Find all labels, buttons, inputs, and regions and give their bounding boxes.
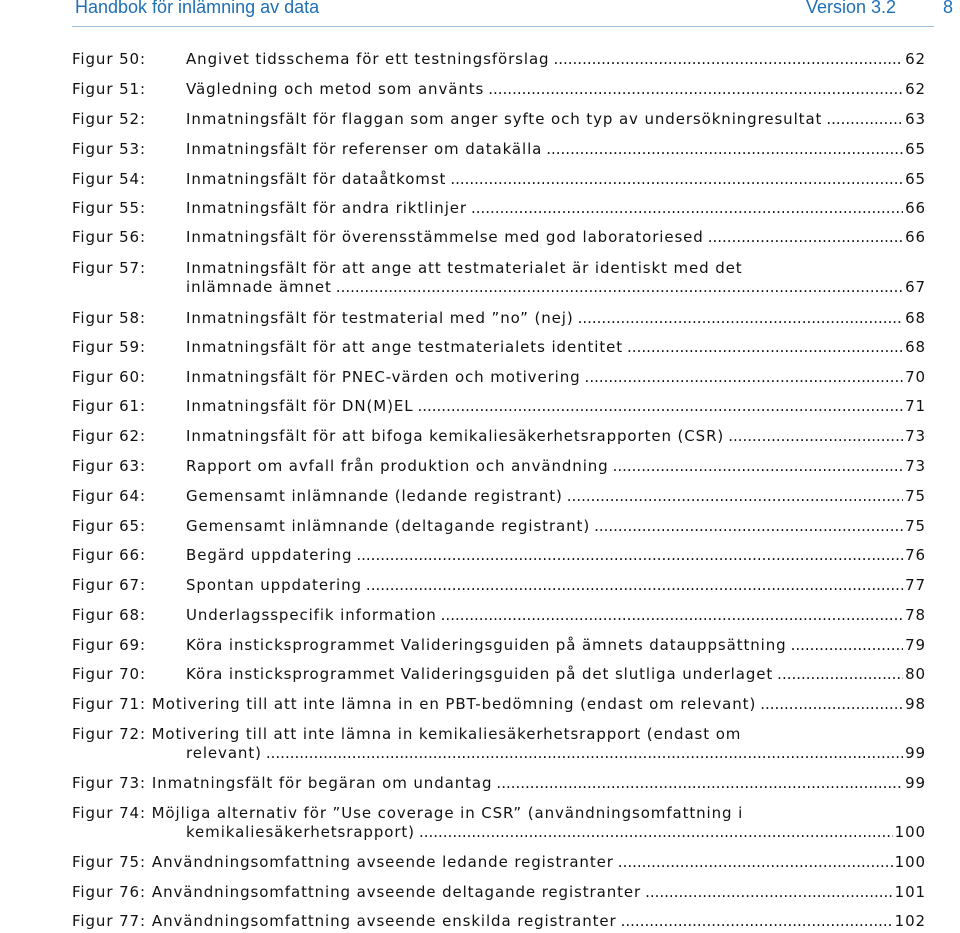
figure-title-line-1: Motivering till att inte lämna in kemikaliesäkerhetsrapport (endast om — [151, 725, 742, 743]
toc-entry[interactable] — [72, 397, 926, 416]
figure-page: 78 — [905, 606, 926, 624]
figure-title: Inmatningsfält för referenser om datakälla — [186, 140, 543, 158]
figure-title: Inmatningsfält för DN(M)EL — [186, 397, 414, 415]
dot-leader — [791, 636, 904, 655]
toc-entry[interactable] — [72, 259, 926, 297]
figure-page: 100 — [894, 853, 926, 871]
figure-number: Figur 66: — [72, 546, 146, 564]
figure-page: 101 — [894, 883, 926, 901]
toc-entry[interactable] — [72, 665, 926, 684]
dot-leader — [336, 278, 903, 297]
dot-leader — [553, 50, 903, 69]
dot-leader — [441, 606, 903, 625]
figure-title: Inmatningsfält för begäran om undantag — [151, 774, 493, 792]
document-title: Handbok för inlämning av data — [75, 0, 320, 17]
dot-leader — [266, 744, 903, 763]
dot-leader — [594, 517, 903, 536]
figure-title: Inmatningsfält för andra riktlinjer — [186, 199, 467, 217]
toc-entry[interactable] — [72, 50, 926, 69]
toc-entry[interactable] — [72, 606, 926, 625]
figure-number: Figur 54: — [72, 170, 146, 188]
figure-title: Inmatningsfält för flaggan som anger syfte och typ av undersökningresultat — [186, 110, 823, 128]
figure-title-line-2: inlämnade ämnet — [186, 278, 332, 296]
figure-page: 98 — [905, 695, 926, 713]
figure-number: Figur 63: — [72, 457, 146, 475]
figure-number: Figur 61: — [72, 397, 146, 415]
figure-title: Motivering till att inte lämna in en PBT-bedömning (endast om relevant) — [151, 695, 757, 713]
dot-leader — [366, 576, 903, 595]
dot-leader — [613, 457, 904, 476]
dot-leader — [760, 695, 903, 714]
figure-page: 68 — [905, 338, 926, 356]
figure-page: 71 — [905, 397, 926, 415]
toc-entry[interactable] — [72, 883, 926, 902]
page-number: 8 — [943, 0, 954, 17]
dot-leader — [496, 774, 903, 793]
figure-page: 67 — [905, 278, 926, 296]
figure-title: Begärd uppdatering — [186, 546, 353, 564]
figure-number: Figur 56: — [72, 228, 146, 246]
figure-page: 62 — [905, 80, 926, 98]
figure-page: 102 — [894, 912, 926, 930]
figure-page: 62 — [905, 50, 926, 68]
dot-leader — [419, 823, 893, 842]
figure-title: Gemensamt inlämnande (deltagande registrant) — [186, 517, 591, 535]
figure-page: 70 — [905, 368, 926, 386]
toc-entry[interactable] — [72, 457, 926, 476]
figure-title: Gemensamt inlämnande (ledande registrant) — [186, 487, 563, 505]
figure-page: 99 — [905, 744, 926, 762]
figure-title: Inmatningsfält för PNEC-värden och motivering — [186, 368, 581, 386]
figure-number: Figur 64: — [72, 487, 146, 505]
dot-leader — [621, 912, 893, 931]
dot-leader — [645, 883, 893, 902]
figure-title-line-2: relevant) — [186, 744, 262, 762]
figure-number: Figur 70: — [72, 665, 146, 683]
toc-entry[interactable] — [72, 427, 926, 446]
toc-entry[interactable] — [72, 695, 926, 714]
figure-title-line-1: Inmatningsfält för att ange att testmaterialet är identiskt med det — [186, 259, 743, 277]
figure-number: Figur 74: — [72, 804, 146, 822]
figure-page: 80 — [905, 665, 926, 683]
figure-number: Figur 62: — [72, 427, 146, 445]
figure-page: 73 — [905, 457, 926, 475]
figure-number: Figur 68: — [72, 606, 146, 624]
dot-leader — [618, 853, 893, 872]
figure-number: Figur 60: — [72, 368, 146, 386]
figure-number: Figur 75: — [72, 853, 146, 871]
toc-entry[interactable] — [72, 912, 926, 931]
figure-title: Rapport om avfall från produktion och användning — [186, 457, 609, 475]
figure-page: 75 — [905, 517, 926, 535]
figure-number: Figur 69: — [72, 636, 146, 654]
figure-title: Köra insticksprogrammet Valideringsguiden på det slutliga underlaget — [186, 665, 774, 683]
toc-entry[interactable] — [72, 804, 926, 842]
dot-leader — [777, 665, 903, 684]
toc-entry[interactable] — [72, 338, 926, 357]
figure-title: Angivet tidsschema för ett testningsförslag — [186, 50, 550, 68]
figure-title: Inmatningsfält för testmaterial med ”no” (nej) — [186, 309, 574, 327]
dot-leader — [356, 546, 903, 565]
figure-number: Figur 67: — [72, 576, 146, 594]
figure-title-line-2: kemikaliesäkerhetsrapport) — [186, 823, 415, 841]
figure-number: Figur 52: — [72, 110, 146, 128]
figure-number: Figur 51: — [72, 80, 146, 98]
figure-title-line-1: Möjliga alternativ för ”Use coverage in CSR” (användningsomfattning i — [151, 804, 744, 822]
dot-leader — [567, 487, 903, 506]
toc-entry[interactable] — [72, 636, 926, 655]
figure-title: Användningsomfattning avseende enskilda registranter — [151, 912, 617, 930]
figure-page: 76 — [905, 546, 926, 564]
figure-number: Figur 57: — [72, 259, 146, 277]
dot-leader — [627, 338, 903, 357]
figure-title: Spontan uppdatering — [186, 576, 362, 594]
figure-number: Figur 53: — [72, 140, 146, 158]
dot-leader — [728, 427, 903, 446]
figure-number: Figur 72: — [72, 725, 146, 743]
figure-number: Figur 65: — [72, 517, 146, 535]
figure-title: Inmatningsfält för dataåtkomst — [186, 170, 447, 188]
figure-page: 73 — [905, 427, 926, 445]
toc-entry[interactable] — [72, 517, 926, 536]
figure-page: 79 — [905, 636, 926, 654]
toc-entry[interactable] — [72, 170, 926, 189]
dot-leader — [578, 309, 904, 328]
dot-leader — [450, 170, 903, 189]
toc-entry[interactable] — [72, 80, 926, 99]
figure-title: Inmatningsfält för att ange testmaterialets identitet — [186, 338, 624, 356]
dot-leader — [826, 110, 903, 129]
toc-entry[interactable] — [72, 853, 926, 872]
dot-leader — [546, 140, 903, 159]
figure-number: Figur 76: — [72, 883, 146, 901]
toc-entry[interactable] — [72, 546, 926, 565]
dot-leader — [708, 228, 903, 247]
figure-title: Inmatningsfält för överensstämmelse med god laboratoriesed — [186, 228, 704, 246]
figure-number: Figur 77: — [72, 912, 146, 930]
dot-leader — [585, 368, 904, 387]
figure-number: Figur 71: — [72, 695, 146, 713]
toc-entry[interactable] — [72, 228, 926, 247]
figure-page: 65 — [905, 170, 926, 188]
figure-number: Figur 73: — [72, 774, 146, 792]
toc-entry[interactable] — [72, 487, 926, 506]
document-version: Version 3.2 — [806, 0, 897, 17]
figure-number: Figur 59: — [72, 338, 146, 356]
toc-entry[interactable] — [72, 774, 926, 793]
toc-entry[interactable] — [72, 110, 926, 129]
toc-entry[interactable] — [72, 725, 926, 763]
dot-leader — [417, 397, 903, 416]
dot-leader — [471, 199, 903, 218]
figure-page: 66 — [905, 228, 926, 246]
figure-title: Vägledning och metod som använts — [186, 80, 485, 98]
toc-entry[interactable] — [72, 140, 926, 159]
figure-title: Köra insticksprogrammet Valideringsguiden på ämnets datauppsättning — [186, 636, 787, 654]
figure-number: Figur 55: — [72, 199, 146, 217]
toc-entry[interactable] — [72, 368, 926, 387]
toc-entry[interactable] — [72, 199, 926, 218]
figure-title: Användningsomfattning avseende ledande registranter — [151, 853, 614, 871]
figure-page: 99 — [905, 774, 926, 792]
figure-page: 63 — [905, 110, 926, 128]
figure-title: Användningsomfattning avseende deltagande registranter — [151, 883, 642, 901]
figure-title: Underlagsspecifik information — [186, 606, 437, 624]
figure-page: 65 — [905, 140, 926, 158]
figure-number: Figur 50: — [72, 50, 146, 68]
figure-page: 66 — [905, 199, 926, 217]
figure-page: 75 — [905, 487, 926, 505]
figure-page: 77 — [905, 576, 926, 594]
toc-entry[interactable] — [72, 309, 926, 328]
dot-leader — [488, 80, 903, 99]
figure-page: 68 — [905, 309, 926, 327]
figure-title: Inmatningsfält för att bifoga kemikaliesäkerhetsrapporten (CSR) — [186, 427, 725, 445]
figure-number: Figur 58: — [72, 309, 146, 327]
figure-page: 100 — [894, 823, 926, 841]
toc-entry[interactable] — [72, 576, 926, 595]
